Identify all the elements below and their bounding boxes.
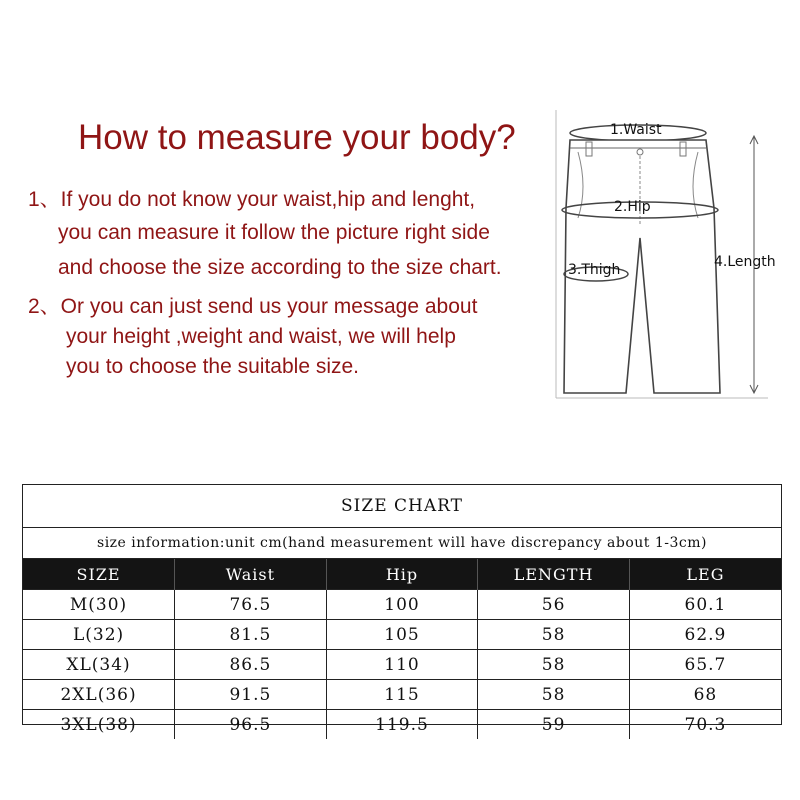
header-leg: LEG: [629, 559, 781, 590]
cell-size: 2XL(36): [23, 680, 175, 710]
thigh-label: 3.Thigh: [568, 262, 621, 278]
cell-hip: 115: [326, 680, 478, 710]
table-row: [23, 650, 781, 680]
header-hip: Hip: [326, 559, 478, 590]
table-row: [23, 710, 781, 740]
instruction-line-6: you to choose the suitable size.: [66, 355, 360, 378]
size-chart: [22, 484, 782, 735]
cell-size: L(32): [23, 620, 175, 650]
cell-length: 59: [478, 710, 630, 740]
table-row: [23, 620, 781, 650]
header-waist: Waist: [175, 559, 327, 590]
cell-waist: 86.5: [175, 650, 327, 680]
instruction-line-3: and choose the size according to the size chart.: [58, 256, 502, 279]
header-length: LENGTH: [478, 559, 630, 590]
measure-title: How to measure your body?: [78, 118, 516, 157]
size-chart-info: size information:unit cm(hand measurement will have discrepancy about 1-3cm): [23, 528, 781, 559]
cell-hip: 100: [326, 590, 478, 620]
instruction-line-1: 1、If you do not know your waist,hip and lenght,: [28, 188, 476, 211]
cell-leg: 70.3: [629, 710, 781, 740]
length-label: 4.Length: [714, 254, 776, 270]
cell-waist: 91.5: [175, 680, 327, 710]
cell-hip: 119.5: [326, 710, 478, 740]
cell-hip: 110: [326, 650, 478, 680]
cell-length: 56: [478, 590, 630, 620]
hip-label: 2.Hip: [614, 199, 651, 215]
cell-length: 58: [478, 680, 630, 710]
cell-leg: 62.9: [629, 620, 781, 650]
waist-label: 1.Waist: [610, 122, 662, 138]
cell-leg: 65.7: [629, 650, 781, 680]
size-table: [23, 559, 781, 739]
pants-diagram-svg: [548, 108, 788, 408]
cell-length: 58: [478, 620, 630, 650]
cell-size: 3XL(38): [23, 710, 175, 740]
instruction-line-4: 2、Or you can just send us your message about: [28, 295, 478, 318]
instruction-line-2: you can measure it follow the picture right side: [58, 221, 490, 244]
cell-leg: 60.1: [629, 590, 781, 620]
instruction-line-5: your height ,weight and waist, we will help: [66, 325, 456, 348]
table-row: [23, 590, 781, 620]
cell-length: 58: [478, 650, 630, 680]
cell-waist: 96.5: [175, 710, 327, 740]
pants-measure-diagram: [548, 108, 788, 408]
cell-size: XL(34): [23, 650, 175, 680]
cell-waist: 76.5: [175, 590, 327, 620]
cell-hip: 105: [326, 620, 478, 650]
header-size: SIZE: [23, 559, 175, 590]
table-header-row: [23, 559, 781, 590]
table-row: [23, 680, 781, 710]
cell-leg: 68: [629, 680, 781, 710]
cell-size: M(30): [23, 590, 175, 620]
size-chart-title: SIZE CHART: [23, 485, 781, 528]
cell-waist: 81.5: [175, 620, 327, 650]
